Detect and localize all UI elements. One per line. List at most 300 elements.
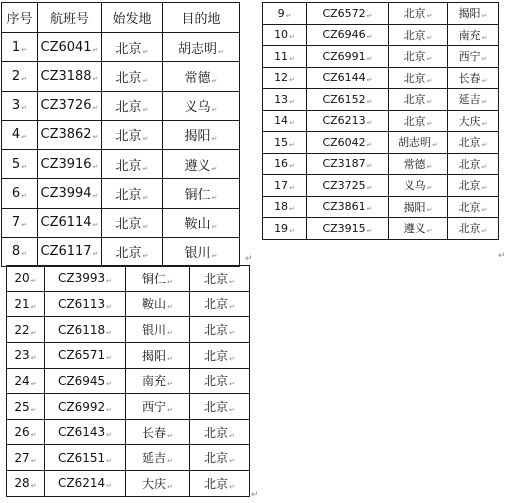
paragraph-mark: ↵	[106, 405, 112, 414]
cell-text: CZ6151	[57, 450, 106, 465]
cell-text: 长春	[458, 71, 481, 85]
paragraph-mark: ↵	[167, 277, 173, 286]
paragraph-mark: ↵	[426, 227, 433, 236]
cell-text: 5	[11, 156, 21, 172]
flight-number-cell	[45, 291, 126, 317]
cell-text: 北京	[458, 157, 481, 171]
destination-cell	[448, 218, 499, 240]
paragraph-mark: ↵	[92, 104, 99, 113]
table-row	[263, 132, 499, 154]
paragraph-mark: ↵	[21, 45, 28, 54]
paragraph-mark: ↵	[142, 193, 149, 202]
paragraph-mark: ↵	[229, 380, 235, 389]
destination-cell	[448, 46, 499, 68]
cell-text: 北京	[204, 323, 229, 338]
paragraph-mark: ↵	[106, 431, 112, 440]
paragraph-mark: ↵	[142, 106, 149, 115]
seq-cell	[7, 291, 45, 317]
paragraph-mark: ↵	[167, 303, 173, 312]
cell-text: 北京	[458, 200, 481, 214]
origin-cell	[389, 196, 448, 218]
cell-text: 24	[14, 373, 30, 388]
paragraph-mark: ↵	[289, 76, 295, 85]
paragraph-mark: ↵	[366, 54, 373, 63]
seq-cell	[7, 419, 45, 445]
paragraph-mark: ↵	[289, 33, 295, 42]
cell-text: 揭阳	[184, 129, 211, 145]
paragraph-mark: ↵	[229, 482, 235, 491]
paragraph-mark: ↵	[30, 431, 37, 440]
cell-text: CZ3862	[40, 127, 92, 143]
seq-cell	[2, 91, 38, 120]
cell-text: CZ6946	[322, 28, 366, 42]
cell-text: 16	[274, 157, 289, 171]
cell-text: 遵义	[184, 158, 211, 174]
column-header	[102, 3, 163, 33]
flight-number-cell	[38, 237, 102, 266]
table-row	[263, 89, 499, 111]
flight-number-cell	[307, 24, 389, 46]
cell-text: CZ6117	[40, 244, 92, 260]
column-header	[38, 3, 102, 33]
flight-table-1	[1, 2, 240, 267]
table-row	[263, 196, 499, 218]
destination-cell	[163, 237, 240, 266]
paragraph-mark: ↵	[481, 33, 488, 42]
origin-cell	[102, 237, 163, 266]
cell-text: CZ6992	[57, 399, 106, 414]
paragraph-mark: ↵	[289, 97, 295, 106]
destination-cell	[163, 208, 240, 237]
flight-number-cell	[38, 33, 102, 62]
paragraph-mark: ↵	[211, 76, 218, 85]
cell-text: CZ3861	[322, 200, 366, 214]
cell-text: CZ3993	[57, 271, 106, 286]
origin-cell	[126, 342, 190, 368]
table-row	[2, 33, 240, 62]
cell-text: 鞍山	[142, 297, 167, 312]
paragraph-mark: ↵	[211, 106, 218, 115]
cell-text: 26	[14, 425, 30, 440]
paragraph-mark: ↵	[21, 221, 28, 230]
paragraph-mark: ↵	[167, 457, 173, 466]
flight-number-cell	[38, 179, 102, 208]
flight-number-cell	[307, 110, 389, 132]
cell-text: 10	[274, 28, 289, 42]
cell-text: CZ6572	[322, 6, 366, 20]
paragraph-mark: ↵	[366, 33, 373, 42]
paragraph-mark: ↵	[366, 226, 373, 235]
paragraph-mark: ↵	[30, 277, 37, 286]
flight-table-2	[262, 2, 499, 240]
paragraph-mark: ↵	[229, 457, 235, 466]
paragraph-mark: ↵	[106, 456, 112, 465]
cell-text: 13	[274, 92, 289, 106]
paragraph-mark: ↵	[366, 205, 373, 214]
paragraph-mark: ↵	[106, 277, 112, 286]
cell-text: 长春	[142, 425, 167, 440]
cell-text: 9	[277, 6, 285, 20]
cell-text: 3	[11, 98, 21, 114]
paragraph-mark: ↵	[92, 250, 99, 259]
flight-number-cell	[45, 317, 126, 343]
paragraph-mark: ↵	[481, 76, 488, 85]
cell-text: 铜仁	[142, 271, 167, 286]
paragraph-mark: ↵	[30, 302, 37, 311]
paragraph-mark: ↵	[289, 205, 295, 214]
origin-cell	[389, 153, 448, 175]
cell-text: 11	[274, 49, 289, 63]
flight-number-cell	[307, 3, 389, 25]
origin-cell	[389, 110, 448, 132]
origin-cell	[126, 266, 190, 292]
cell-text: 14	[274, 114, 289, 128]
table-row	[263, 46, 499, 68]
cell-text: 20	[14, 271, 30, 286]
cell-text: 义乌	[403, 179, 426, 193]
seq-cell	[7, 342, 45, 368]
paragraph-mark: ↵	[106, 302, 112, 311]
seq-cell	[263, 67, 307, 89]
paragraph-mark: ↵	[426, 98, 433, 107]
flight-number-cell	[307, 67, 389, 89]
paragraph-mark: ↵	[92, 221, 99, 230]
paragraph-mark: ↵	[426, 184, 433, 193]
cell-text: 15	[274, 135, 289, 149]
cell-text: CZ6143	[57, 425, 106, 440]
cell-text: 北京	[403, 28, 426, 42]
paragraph-mark: ↵	[106, 379, 112, 388]
origin-cell	[389, 67, 448, 89]
paragraph-mark: ↵	[481, 227, 488, 236]
seq-cell	[263, 24, 307, 46]
cell-text: CZ3916	[40, 156, 92, 172]
seq-cell	[7, 394, 45, 420]
seq-cell	[7, 368, 45, 394]
table-row	[7, 266, 250, 292]
cell-text: 银川	[142, 323, 167, 338]
cell-text: CZ6991	[322, 49, 366, 63]
seq-cell	[7, 317, 45, 343]
paragraph-mark: ↵	[167, 354, 173, 363]
flight-number-cell	[38, 62, 102, 91]
paragraph-mark: ↵	[30, 405, 37, 414]
paragraph-mark: ↵	[92, 74, 99, 83]
destination-cell	[190, 266, 250, 292]
paragraph-mark: ↵	[366, 162, 373, 171]
paragraph-mark: ↵	[481, 12, 488, 21]
origin-cell	[389, 24, 448, 46]
cell-text: CZ6113	[57, 296, 106, 311]
cell-text: 2	[11, 68, 21, 84]
cell-text: CZ3188	[40, 68, 92, 84]
paragraph-mark: ↵	[142, 252, 149, 261]
paragraph-mark: ↵	[142, 135, 149, 144]
seq-cell	[263, 153, 307, 175]
paragraph-mark: ↵	[481, 119, 488, 128]
table-row	[263, 3, 499, 25]
cell-text: CZ6114	[40, 215, 92, 231]
seq-cell	[2, 62, 38, 91]
paragraph-mark: ↵	[426, 33, 433, 42]
cell-text: 北京	[403, 50, 426, 64]
paragraph-mark: ↵	[167, 329, 173, 338]
paragraph-mark: ↵	[498, 251, 506, 261]
origin-cell	[389, 89, 448, 111]
paragraph-mark: ↵	[481, 205, 488, 214]
seq-cell	[7, 445, 45, 471]
paragraph-mark: ↵	[211, 252, 218, 261]
paragraph-mark: ↵	[289, 119, 295, 128]
cell-text: 大庆	[458, 114, 481, 128]
table-row	[2, 150, 240, 179]
paragraph-mark: ↵	[289, 183, 295, 192]
flight-number-cell	[45, 419, 126, 445]
paragraph-mark: ↵	[92, 133, 99, 142]
table-row	[263, 153, 499, 175]
cell-text: CZ6571	[57, 348, 106, 363]
destination-cell	[163, 62, 240, 91]
header-label: 始发地	[112, 12, 152, 27]
destination-cell	[448, 132, 499, 154]
origin-cell	[126, 291, 190, 317]
paragraph-mark: ↵	[30, 482, 37, 491]
paragraph-mark: ↵	[92, 45, 99, 54]
origin-cell	[102, 62, 163, 91]
destination-cell	[448, 175, 499, 197]
cell-text: 北京	[458, 179, 481, 193]
paragraph-mark: ↵	[366, 140, 373, 149]
paragraph-mark: ↵	[229, 354, 235, 363]
paragraph-mark: ↵	[426, 205, 433, 214]
paragraph-mark: ↵	[229, 431, 235, 440]
destination-cell	[448, 67, 499, 89]
paragraph-mark: ↵	[229, 277, 235, 286]
cell-text: 北京	[115, 158, 142, 174]
table-row	[2, 208, 240, 237]
paragraph-mark: ↵	[106, 482, 112, 491]
cell-text: 胡志明	[398, 136, 432, 150]
origin-cell	[389, 46, 448, 68]
header-label: 序号	[6, 12, 33, 27]
cell-text: 25	[14, 399, 30, 414]
flight-number-cell	[45, 394, 126, 420]
flight-number-cell	[307, 132, 389, 154]
seq-cell	[263, 175, 307, 197]
cell-text: 揭阳	[403, 200, 426, 214]
destination-cell	[163, 150, 240, 179]
cell-text: 1	[11, 39, 21, 55]
flight-number-cell	[45, 342, 126, 368]
flight-number-cell	[307, 175, 389, 197]
cell-text: 18	[274, 200, 289, 214]
paragraph-mark: ↵	[142, 164, 149, 173]
seq-cell	[2, 150, 38, 179]
destination-cell	[163, 179, 240, 208]
paragraph-mark: ↵	[106, 328, 112, 337]
cell-text: CZ6213	[322, 114, 366, 128]
cell-text: 北京	[204, 451, 229, 466]
seq-cell	[2, 33, 38, 62]
cell-text: 北京	[115, 41, 142, 57]
table-row	[263, 24, 499, 46]
table-row	[7, 419, 250, 445]
paragraph-mark: ↵	[21, 133, 28, 142]
paragraph-mark: ↵	[289, 54, 295, 63]
origin-cell	[126, 394, 190, 420]
cell-text: 北京	[403, 114, 426, 128]
table-row	[263, 67, 499, 89]
flight-number-cell	[38, 91, 102, 120]
paragraph-mark: ↵	[366, 183, 373, 192]
flight-number-cell	[38, 150, 102, 179]
origin-cell	[126, 419, 190, 445]
cell-text: 鞍山	[184, 217, 211, 233]
table-row	[2, 237, 240, 266]
paragraph-mark: ↵	[92, 162, 99, 171]
paragraph-mark: ↵	[426, 119, 433, 128]
cell-text: 17	[274, 178, 289, 192]
cell-text: 19	[274, 221, 289, 235]
paragraph-mark: ↵	[481, 162, 488, 171]
cell-text: 27	[14, 450, 30, 465]
cell-text: 6	[11, 185, 21, 201]
cell-text: CZ3915	[322, 221, 366, 235]
cell-text: CZ6041	[40, 39, 92, 55]
paragraph-mark: ↵	[481, 55, 488, 64]
cell-text: CZ3726	[40, 98, 92, 114]
cell-text: 北京	[204, 400, 229, 415]
paragraph-mark: ↵	[142, 76, 149, 85]
paragraph-mark: ↵	[366, 76, 373, 85]
cell-text: 常德	[403, 157, 426, 171]
seq-cell	[263, 3, 307, 25]
destination-cell	[448, 89, 499, 111]
flight-number-cell	[45, 445, 126, 471]
paragraph-mark: ↵	[432, 141, 438, 150]
paragraph-mark: ↵	[481, 184, 488, 193]
cell-text: 西宁	[458, 50, 481, 64]
destination-cell	[448, 3, 499, 25]
destination-cell	[448, 153, 499, 175]
cell-text: 铜仁	[184, 187, 211, 203]
destination-cell	[190, 317, 250, 343]
destination-cell	[163, 120, 240, 149]
origin-cell	[389, 175, 448, 197]
paragraph-mark: ↵	[289, 140, 295, 149]
destination-cell	[190, 342, 250, 368]
origin-cell	[102, 208, 163, 237]
origin-cell	[102, 120, 163, 149]
cell-text: CZ6042	[322, 135, 366, 149]
flight-number-cell	[307, 89, 389, 111]
paragraph-mark: ↵	[251, 490, 259, 500]
seq-cell	[2, 120, 38, 149]
cell-text: 北京	[204, 348, 229, 363]
cell-text: 北京	[204, 271, 229, 286]
cell-text: 遵义	[403, 222, 426, 236]
paragraph-mark: ↵	[92, 191, 99, 200]
paragraph-mark: ↵	[481, 98, 488, 107]
cell-text: 揭阳	[458, 7, 481, 21]
paragraph-mark: ↵	[167, 380, 173, 389]
header-row	[2, 3, 240, 33]
destination-cell	[448, 110, 499, 132]
paragraph-mark: ↵	[366, 11, 373, 20]
paragraph-mark: ↵	[218, 47, 224, 56]
paragraph-mark: ↵	[21, 162, 28, 171]
paragraph-mark: ↵	[481, 141, 488, 150]
cell-text: 北京	[115, 100, 142, 116]
header-label: 目的地	[181, 12, 221, 27]
cell-text: 22	[14, 322, 30, 337]
flight-table-3	[6, 265, 250, 497]
cell-text: 延吉	[458, 93, 481, 107]
cell-text: CZ3725	[322, 178, 366, 192]
paragraph-mark: ↵	[211, 135, 218, 144]
cell-text: 北京	[115, 70, 142, 86]
cell-text: 12	[274, 71, 289, 85]
paragraph-mark: ↵	[229, 406, 235, 415]
flight-number-cell	[307, 153, 389, 175]
destination-cell	[190, 445, 250, 471]
seq-cell	[2, 179, 38, 208]
table-row	[7, 368, 250, 394]
origin-cell	[389, 218, 448, 240]
cell-text: 北京	[204, 374, 229, 389]
paragraph-mark: ↵	[21, 104, 28, 113]
table-row	[7, 342, 250, 368]
paragraph-mark: ↵	[167, 431, 173, 440]
paragraph-mark: ↵	[30, 328, 37, 337]
paragraph-mark: ↵	[366, 97, 373, 106]
table-row	[2, 91, 240, 120]
paragraph-mark: ↵	[426, 162, 433, 171]
paragraph-mark: ↵	[245, 254, 253, 264]
table-row	[7, 317, 250, 343]
destination-cell	[190, 368, 250, 394]
seq-cell	[2, 208, 38, 237]
origin-cell	[389, 132, 448, 154]
destination-cell	[190, 291, 250, 317]
destination-cell	[448, 196, 499, 218]
origin-cell	[389, 3, 448, 25]
cell-text: 北京	[403, 71, 426, 85]
cell-text: 义乌	[184, 100, 211, 116]
table-row	[263, 218, 499, 240]
paragraph-mark: ↵	[30, 456, 37, 465]
flight-number-cell	[38, 120, 102, 149]
seq-cell	[263, 218, 307, 240]
origin-cell	[102, 179, 163, 208]
header-label: 航班号	[49, 12, 89, 27]
paragraph-mark: ↵	[366, 119, 373, 128]
paragraph-mark: ↵	[229, 329, 235, 338]
table-row	[2, 62, 240, 91]
paragraph-mark: ↵	[21, 250, 28, 259]
origin-cell	[126, 368, 190, 394]
cell-text: 北京	[115, 187, 142, 203]
paragraph-mark: ↵	[289, 162, 295, 171]
flight-number-cell	[38, 208, 102, 237]
paragraph-mark: ↵	[21, 191, 28, 200]
table-row	[7, 394, 250, 420]
flight-number-cell	[307, 218, 389, 240]
table-row	[263, 175, 499, 197]
table-row	[7, 445, 250, 471]
cell-text: 南充	[458, 28, 481, 42]
destination-cell	[163, 33, 240, 62]
